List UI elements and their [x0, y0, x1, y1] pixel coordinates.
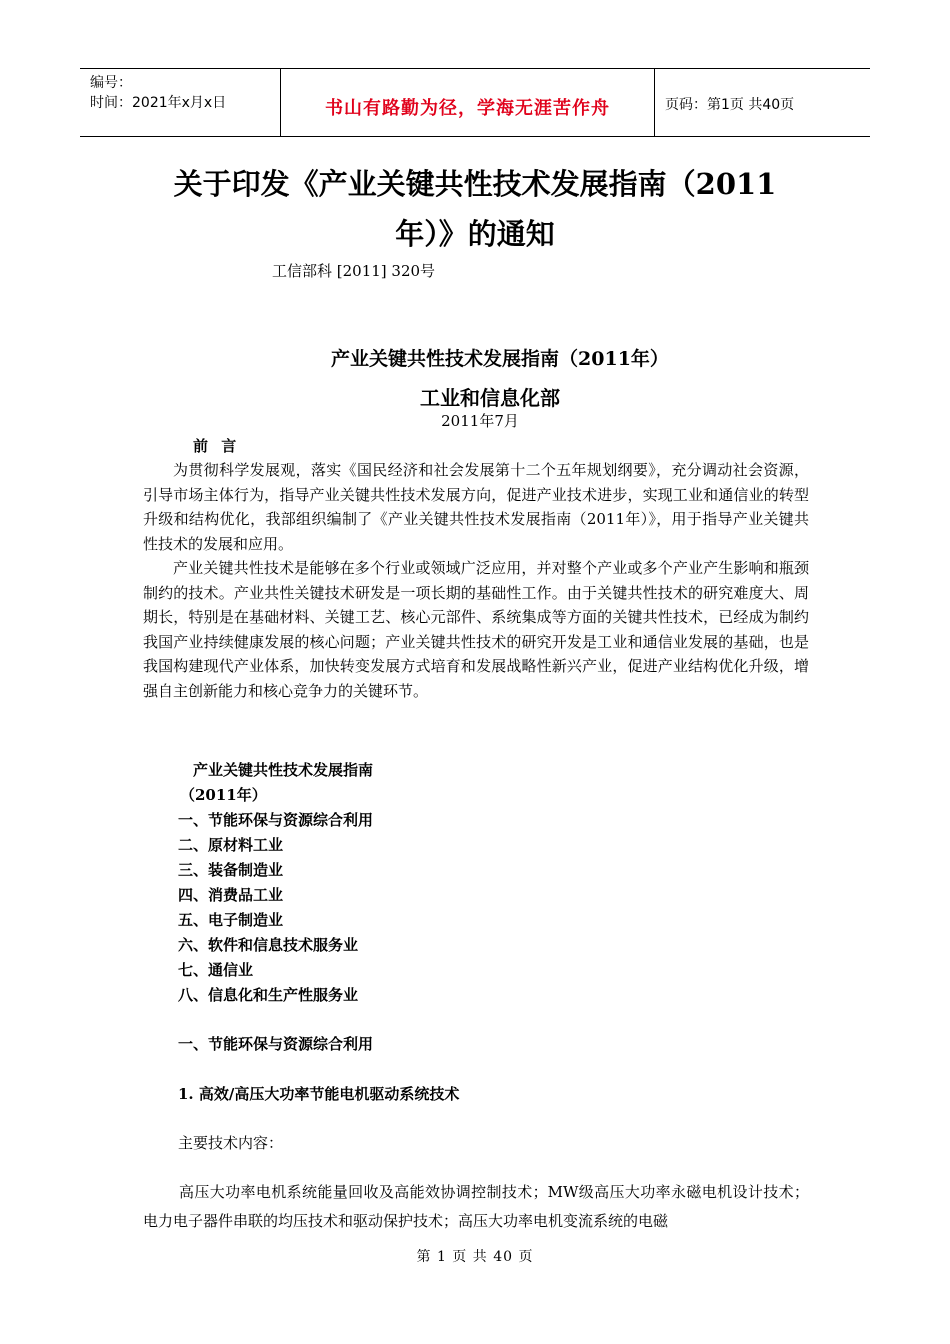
header-motto-cell — [280, 69, 655, 136]
guide-title: 产业关键共性技术发展指南（2011年） — [331, 348, 669, 370]
page-header — [80, 68, 870, 137]
document-title-line-1: 关于印发《产业关键共性技术发展指南（2011 — [173, 167, 777, 201]
toc-item: 二、原材料工业 — [178, 836, 284, 854]
time-label: 时间：2021年x月x日 — [90, 95, 227, 111]
content-paragraph-text: 高压大功率电机系统能量回收及高能效协调控制技术；MW级高压大功率永磁电机设计技术；电力电子器件串联的均压技术和驱动保护技术；高压大功率电机变流系统的电磁 — [143, 1183, 809, 1230]
main-content-label: 主要技术内容： — [178, 1134, 284, 1152]
document-title-line-2: 年）》的通知 — [395, 217, 555, 251]
toc-item: 一、节能环保与资源综合利用 — [178, 811, 374, 829]
toc-year: （2011年） — [180, 786, 267, 804]
page-footer: 第 1 页 共 40 页 — [416, 1249, 534, 1265]
toc-title: 产业关键共性技术发展指南 — [193, 761, 374, 779]
item-1-heading: 1. 高效/高压大功率节能电机驱动系统技术 — [178, 1085, 460, 1103]
content-paragraph — [143, 1178, 809, 1236]
toc-item: 五、电子制造业 — [178, 911, 284, 929]
toc-item: 四、消费品工业 — [178, 886, 284, 904]
header-left-cell — [80, 69, 280, 136]
toc-item: 七、通信业 — [178, 961, 254, 979]
toc-item: 三、装备制造业 — [178, 861, 284, 879]
issue-date: 2011年7月 — [441, 412, 519, 430]
number-label: 编号： — [90, 75, 132, 91]
toc-item: 八、信息化和生产性服务业 — [178, 986, 359, 1004]
motto-text: 书山有路勤为径，学海无涯苦作舟 — [325, 97, 610, 119]
preface-heading: 前 言 — [193, 437, 241, 455]
preface-paragraph-1-text: 为贯彻科学发展观，落实《国民经济和社会发展第十二个五年规划纲要》，充分调动社会资源，引导市场主体行为，指导产业关键共性技术发展方向，促进产业技术进步，实现工业和通信业的转型升级和结构优化，我部组织编制了《产业关键共性技术发展指南（2011年）》，用于指导产业关键共性技术的发展和应用。 — [143, 461, 809, 553]
document-number: 工信部科 [2011] 320号 — [272, 262, 436, 280]
preface-paragraph-2 — [143, 556, 809, 703]
section-1-heading: 一、节能环保与资源综合利用 — [178, 1035, 374, 1053]
preface-paragraph-2-text: 产业关键共性技术是能够在多个行业或领域广泛应用，并对整个产业或多个产业产生影响和瓶颈制约的技术。产业共性关键技术研发是一项长期的基础性工作。由于关键共性技术的研究难度大、周期长，特别是在基础材料、关键工艺、核心元部件、系统集成等方面的关键共性技术，已经成为制约我国产业持续健康发展的核心问题；产业关键共性技术的研究开发是工业和通信业发展的基础，也是我国构建现代产业体系，加快转变发展方式培育和发展战略性新兴产业，促进产业结构优化升级，增强自主创新能力和核心竞争力的关键环节。 — [143, 559, 809, 700]
toc-item: 六、软件和信息技术服务业 — [178, 936, 359, 954]
header-page-info: 页码：第1页 共40页 — [665, 96, 795, 113]
ministry-name: 工业和信息化部 — [420, 386, 560, 410]
preface-paragraph-1 — [143, 458, 809, 556]
